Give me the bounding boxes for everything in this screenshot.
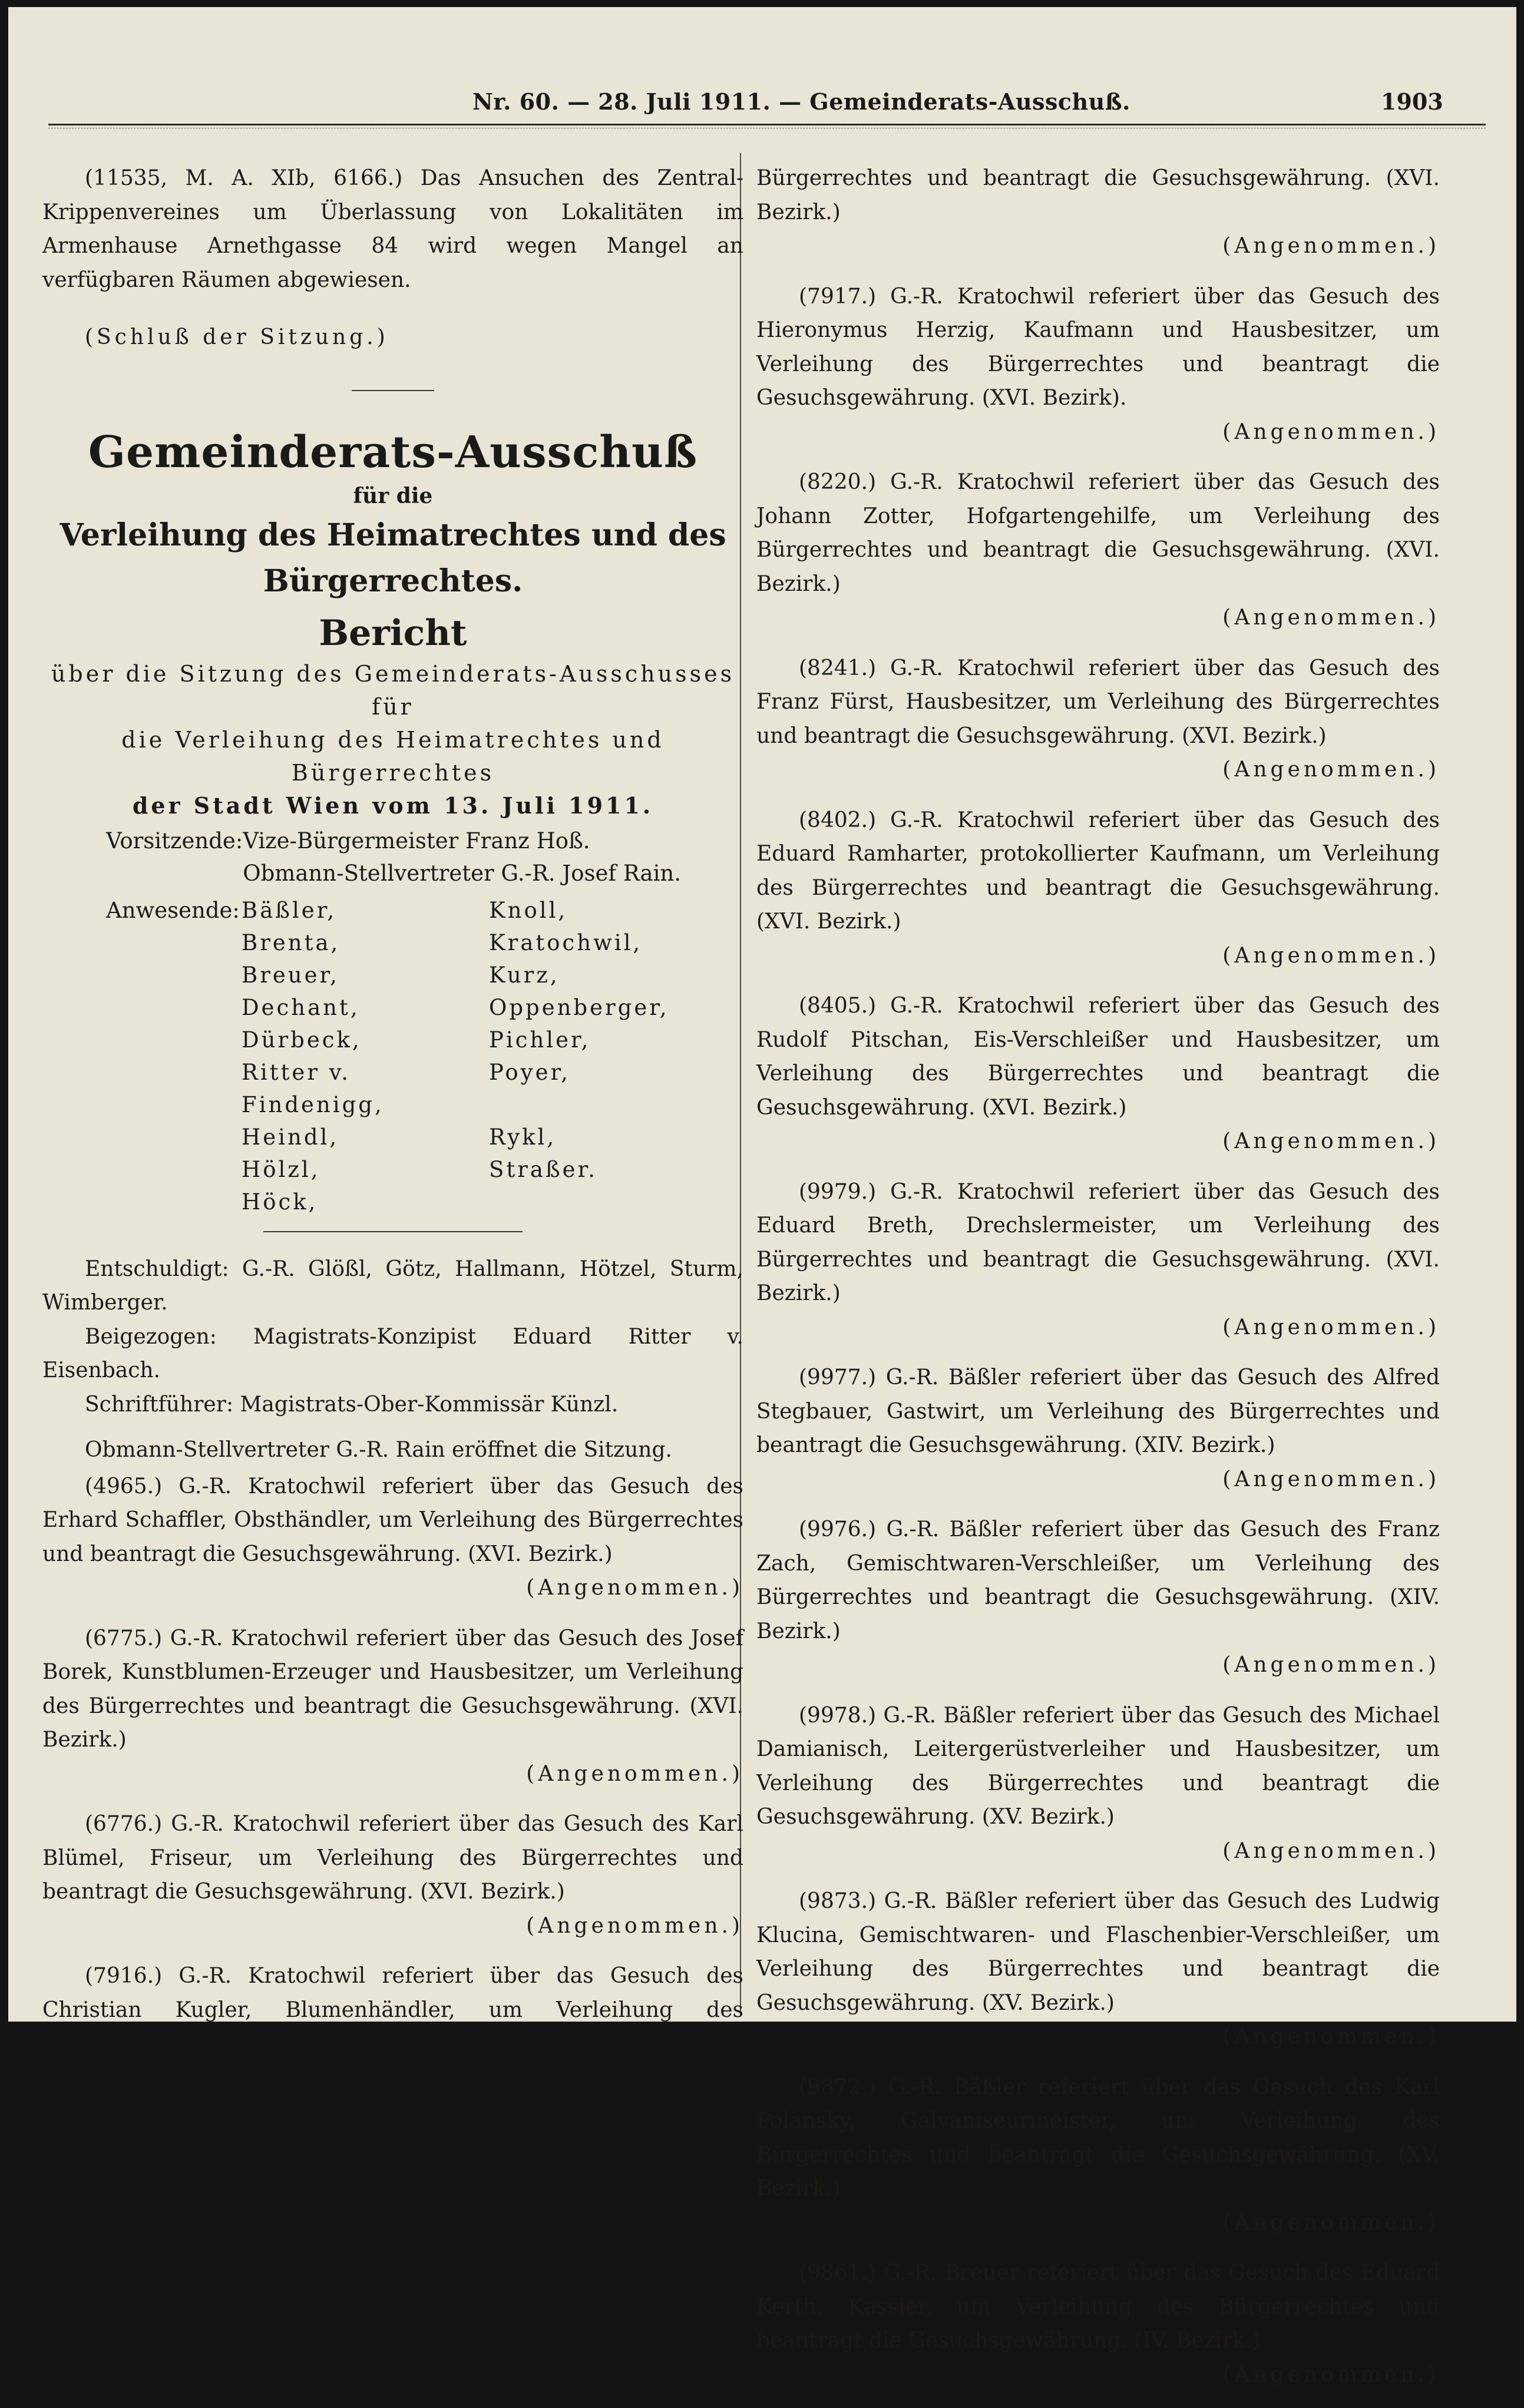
list-item [756, 2256, 1440, 2392]
attendee: Bäßler, [242, 897, 337, 923]
attendee: Dechant, [242, 994, 360, 1020]
present-label: Anwesende: [106, 897, 240, 923]
entry-status: (Angenommen.) [1222, 1838, 1440, 1863]
list-item [42, 1807, 743, 1943]
attendee: Oppenberger, [489, 994, 669, 1020]
opening-line: Obmann-Stellvertreter G.-R. Rain eröffnet die Sitzung. [85, 1438, 672, 1462]
entry-status: (Angenommen.) [1222, 2210, 1440, 2235]
chair-table [106, 825, 681, 889]
list-item [42, 1622, 743, 1791]
list-item [756, 803, 1440, 973]
list-item [756, 2070, 1440, 2240]
entry-text: (6776.) G.-R. Kratochwil referiert über das Gesuch des Karl Blümel, Friseur, um Verleihung des Bürgerrechtes und beantragt die Gesuchsgewährung. (XVI. Bezirk.) [42, 1812, 743, 1904]
attendance-divider [263, 1231, 523, 1232]
entry-status: (Angenommen.) [1222, 943, 1440, 968]
attendee: Poyer, [489, 1059, 570, 1085]
list-item [756, 1884, 1440, 2054]
entry-text: (8220.) G.-R. Kratochwil referiert über das Gesuch des Johann Zotter, Hofgartengehilfe, um Verleihung des Bürgerrechtes und beantragt die Gesuchsgewährung. (XVI. Bezirk.) [756, 470, 1440, 596]
entry-text: (8402.) G.-R. Kratochwil referiert über das Gesuch des Eduard Ramharter, protokollierter Kaufmann, um Verleihung des Bürgerrechtes und beantragt die Gesuchsgewährung. (XVI. Bezirk.) [756, 808, 1440, 934]
entry-status: (Angenommen.) [1222, 1467, 1440, 1491]
list-item [756, 1175, 1440, 1345]
list-item [756, 989, 1440, 1159]
entry-text: (7916.) G.-R. Kratochwil referiert über das Gesuch des Christian Kugler, Blumenhändler, um Verleihung des [42, 1964, 743, 2022]
entry-status: (Angenommen.) [1222, 234, 1440, 258]
list-item [756, 161, 1440, 263]
entry-status: (Angenommen.) [526, 1913, 743, 1938]
attendee: Breuer, [242, 962, 339, 988]
attendee: Dürbeck, [242, 1027, 362, 1053]
entry-text: (8241.) G.-R. Kratochwil referiert über das Gesuch des Franz Fürst, Hausbesitzer, um Verleihung des Bürgerrechtes und beantragt die Gesuchsgewährung. (XVI. Bezirk.) [756, 656, 1440, 748]
entry-status: (Angenommen.) [1222, 606, 1440, 630]
intro-entry: (11535, M. A. XIb, 6166.) Das Ansuchen des Zentral-Krippenvereines um Überlassung von Lokalitäten im Armenhause Arnethgasse 84 wird wegen Mangel an verfügbaren Räumen abgewiesen. [42, 166, 743, 292]
list-item [756, 651, 1440, 787]
entry-text: (9979.) G.-R. Kratochwil referiert über das Gesuch des Eduard Breth, Drechslermeister, um Verleihung des Bürgerrechtes und beantragt die Gesuchsgewährung. (XVI. Bezirk.) [756, 1179, 1440, 1305]
right-column [756, 161, 1440, 2408]
entry-text: Bürgerrechtes und beantragt die Gesuchsgewährung. (XVI. Bezirk.) [756, 166, 1440, 224]
attendee: Heindl, [242, 1124, 339, 1150]
entry-status: (Angenommen.) [526, 1576, 743, 1600]
section-title: Gemeinderats-Ausschuß [88, 426, 698, 478]
entry-text: (6775.) G.-R. Kratochwil referiert über das Gesuch des Josef Borek, Kunstblumen-Erzeuger und Hausbesitzer, um Verleihung des Bürgerrechtes und beantragt die Gesuchsgewährung. (XVI. Bezirk.) [42, 1626, 743, 1752]
report-line-1: über die Sitzung des Gemeinderats-Ausschusses für [51, 660, 735, 720]
list-item [756, 280, 1440, 449]
entry-text: (9978.) G.-R. Bäßler referiert über das Gesuch des Michael Damianisch, Leitergerüstverleiher und Hausbesitzer, um Verleihung des Bürgerrechtes und beantragt die Gesuchsgewährung. (XV. Bezirk.) [756, 1703, 1440, 1829]
list-item [756, 465, 1440, 635]
running-header: Nr. 60. — 28. Juli 1911. — Gemeinderats-Ausschuß. [472, 88, 1130, 115]
list-item [756, 1361, 1440, 1496]
closing-note: (Schluß der Sitzung.) [85, 325, 389, 349]
attendee: Kratochwil, [489, 930, 643, 955]
attendee: Kurz, [489, 962, 560, 988]
attendee: Knoll, [489, 897, 568, 923]
left-column [42, 161, 743, 2043]
entry-text: (9861.) G.-R. Breuer referiert über das Gesuch des Eduard Kerth, Kassier, um Verleihung des Bürgerrechtes und beantragt die Gesuchsgewährung. (IV. Bezirk.) [756, 2261, 1440, 2353]
assigned-line: Beigezogen: Magistrats-Konzipist Eduard Ritter v. Eisenbach. [42, 1324, 743, 1382]
header-rule [48, 124, 1486, 125]
page-number: 1903 [1381, 88, 1443, 115]
entry-text: (9977.) G.-R. Bäßler referiert über das Gesuch des Alfred Stegbauer, Gastwirt, um Verleihung des Bürgerrechtes und beantragt die Gesuchsgewährung. (XIV. Bezirk.) [756, 1365, 1440, 1457]
list-item [42, 1959, 743, 2027]
section-title-fuer: für die [353, 483, 433, 508]
entry-text: (4965.) G.-R. Kratochwil referiert über das Gesuch des Erhard Schaffler, Obsthändler, um Verleihung des Bürgerrechtes und beantragt die Gesuchsgewährung. (XVI. Bezirk.) [42, 1474, 743, 1566]
attendee: Höck, [242, 1189, 318, 1215]
excused-line: Entschuldigt: G.-R. Glößl, Götz, Hallmann, Hötzel, Sturm, Wimberger. [42, 1256, 743, 1315]
entry-status: (Angenommen.) [1222, 1653, 1440, 1677]
entry-status: (Angenommen.) [1222, 419, 1440, 444]
chair-2: Obmann-Stellvertreter G.-R. Josef Rain. [243, 860, 682, 886]
entry-status: (Angenommen.) [1222, 1315, 1440, 1339]
report-line-2: die Verleihung des Heimatrechtes und Bürgerrechtes [121, 726, 665, 786]
list-item [42, 1470, 743, 1605]
chair-label: Vorsitzende: [106, 828, 243, 854]
entry-status: (Angenommen.) [1222, 758, 1440, 782]
report-heading: Bericht [319, 612, 467, 654]
chair-1: Vize-Bürgermeister Franz Hoß. [243, 828, 590, 854]
entry-text: (9976.) G.-R. Bäßler referiert über das Gesuch des Franz Zach, Gemischtwaren-Verschleißer, um Verleihung des Bürgerrechtes und beantragt die Gesuchsgewährung. (XIV. Bezirk.) [756, 1517, 1440, 1643]
entry-status: (Angenommen.) [1222, 1129, 1440, 1153]
document-page [8, 7, 1516, 2387]
entry-status: (Angenommen.) [1222, 2025, 1440, 2049]
attendee: Straßer. [489, 1156, 597, 1182]
attendee: Ritter v. Findenigg, [242, 1059, 384, 1117]
entry-text: (9872.) G.-R. Bäßler referiert über das Gesuch des Karl Polansky, Galvaniseurmeister, um Verleihung des Bürgerrechtes und beantragt die Gesuchsgewährung. (XV. Bezirk.) [756, 2075, 1440, 2201]
section-divider [352, 390, 434, 391]
attendee: Rykl, [489, 1124, 557, 1150]
attendee: Hölzl, [242, 1156, 320, 1182]
section-subtitle: Verleihung des Heimatrechtes und des Bürgerrechtes. [59, 517, 726, 599]
entry-status: (Angenommen.) [526, 1761, 743, 1786]
attendees-table [106, 894, 669, 1218]
secretary-line: Schriftführer: Magistrats-Ober-Kommissär Künzl. [85, 1392, 619, 1417]
attendee: Brenta, [242, 930, 340, 955]
report-line-3: der Stadt Wien vom 13. Juli 1911. [132, 792, 654, 819]
entry-text: (9873.) G.-R. Bäßler referiert über das Gesuch des Ludwig Klucina, Gemischtwaren- und Flaschenbier-Verschleißer, um Verleihung des Bürgerrechtes und beantragt die Gesuchsgewährung. (XV. Bezirk.) [756, 1889, 1440, 2015]
entry-text: (7917.) G.-R. Kratochwil referiert über das Gesuch des Hieronymus Herzig, Kaufmann und Hausbesitzer, um Verleihung des Bürgerrechtes und beantragt die Gesuchsgewährung. (XVI. Bezirk). [756, 284, 1440, 410]
attendee: Pichler, [489, 1027, 591, 1053]
list-item [756, 1699, 1440, 1868]
list-item [756, 1513, 1440, 1682]
entry-status: (Angenommen.) [1222, 2362, 1440, 2387]
entry-text: (8405.) G.-R. Kratochwil referiert über das Gesuch des Rudolf Pitschan, Eis-Verschleißer und Hausbesitzer, um Verleihung des Bürgerrechtes und beantragt die Gesuchsgewährung. (XVI. Bezirk.) [756, 994, 1440, 1120]
